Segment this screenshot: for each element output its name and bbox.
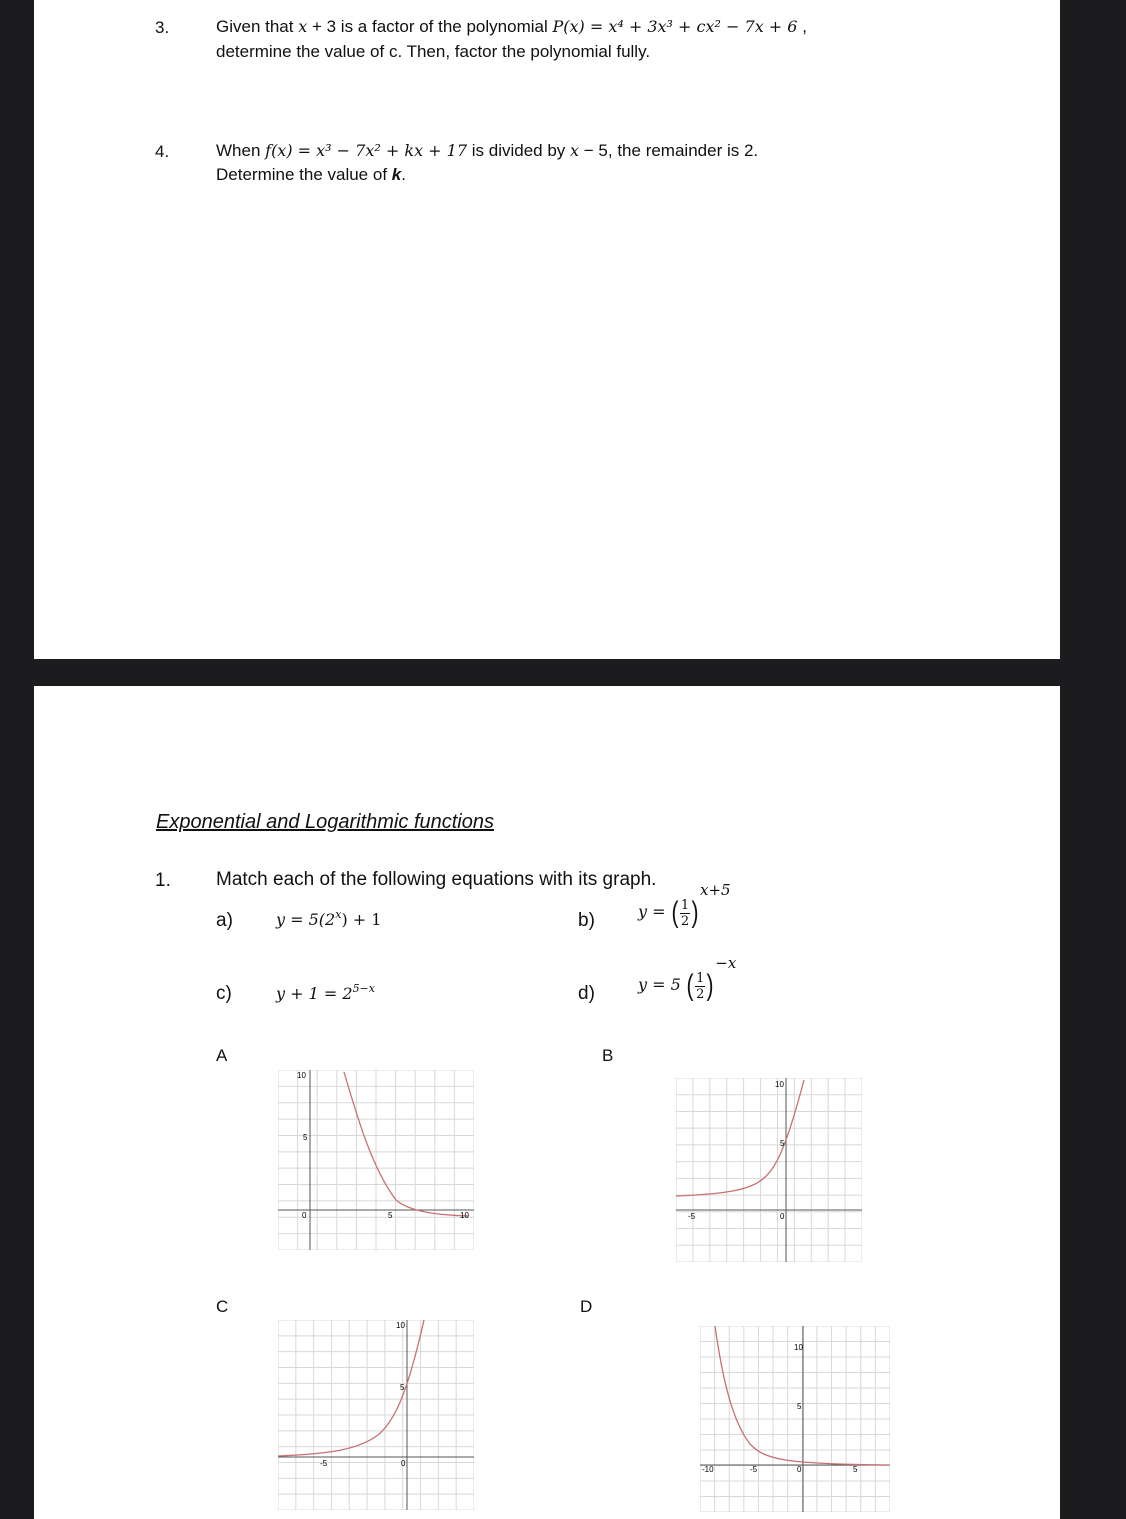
graph-b <box>676 1078 862 1262</box>
graph-d-tick: 5 <box>797 1402 802 1411</box>
question-3-line2: determine the value of c. Then, factor the polynomial fully. <box>216 42 651 61</box>
graph-a-tick: 5 <box>388 1211 393 1220</box>
graph-d-tick: 0 <box>797 1465 802 1474</box>
graph-d-label: D <box>580 1297 593 1316</box>
graph-grid <box>278 1320 474 1510</box>
graph-grid <box>278 1070 474 1250</box>
graph-c-label: C <box>216 1297 229 1316</box>
graph-b-tick: -5 <box>688 1212 696 1221</box>
section-heading: Exponential and Logarithmic functions <box>156 811 494 833</box>
graph-b-tick: 0 <box>780 1212 785 1221</box>
equation-d-label: d) <box>578 983 595 1004</box>
page-top <box>34 0 1060 659</box>
graph-d-tick: 10 <box>794 1343 803 1352</box>
question-3-number: 3. <box>155 18 170 37</box>
graph-c-tick: 0 <box>401 1459 406 1468</box>
equation-d: y = 5 ( $\frac{1}{2}$ )−x <box>638 954 737 1002</box>
graph-grid <box>676 1078 862 1262</box>
graph-d <box>700 1326 890 1512</box>
graph-b-tick: 10 <box>775 1080 784 1089</box>
graph-a-tick: 5 <box>303 1133 308 1142</box>
question-3-line1: Given that x + 3 is a factor of the polynomial P(x) = x⁴ + 3x³ + cx² − 7x + 6 , <box>216 17 807 36</box>
graph-d-tick: -10 <box>702 1465 714 1474</box>
graph-d-tick: -5 <box>750 1465 758 1474</box>
graph-c-tick: -5 <box>320 1459 328 1468</box>
equation-c-label: c) <box>216 983 232 1004</box>
question-4-line2: Determine the value of k. <box>216 165 406 184</box>
match-question-text: Match each of the following equations with its graph. <box>216 869 657 890</box>
equation-b-label: b) <box>578 910 595 931</box>
graph-d-tick: 5 <box>853 1465 858 1474</box>
graph-c-tick: 5 <box>400 1383 405 1392</box>
page-bottom <box>34 686 1060 1519</box>
graph-a <box>278 1070 474 1250</box>
graph-grid <box>700 1326 890 1512</box>
graph-b-tick: 5 <box>780 1139 785 1148</box>
graph-c <box>278 1320 474 1510</box>
graph-c-tick: 10 <box>396 1321 405 1330</box>
equation-a: $y = 5(2^x) + 1$ <box>276 908 382 929</box>
graph-a-label: A <box>216 1046 228 1065</box>
equation-c: $y + 1 = 2^{5-x}$ <box>276 982 375 1003</box>
question-4-number: 4. <box>155 142 170 161</box>
graph-a-tick: 0 <box>302 1211 307 1220</box>
graph-b-label: B <box>602 1046 614 1065</box>
match-question-number: 1. <box>155 870 171 891</box>
equation-b: y = ( $\frac{1}{2}$ )x+5 <box>638 881 731 929</box>
graph-a-tick: 10 <box>297 1071 306 1080</box>
graph-a-curve <box>344 1072 468 1216</box>
question-4-line1: When f(x) = x³ − 7x² + kx + 17 is divided by x − 5, the remainder is 2. <box>216 141 759 160</box>
graph-a-tick: 10 <box>460 1211 469 1220</box>
equation-a-label: a) <box>216 910 233 931</box>
